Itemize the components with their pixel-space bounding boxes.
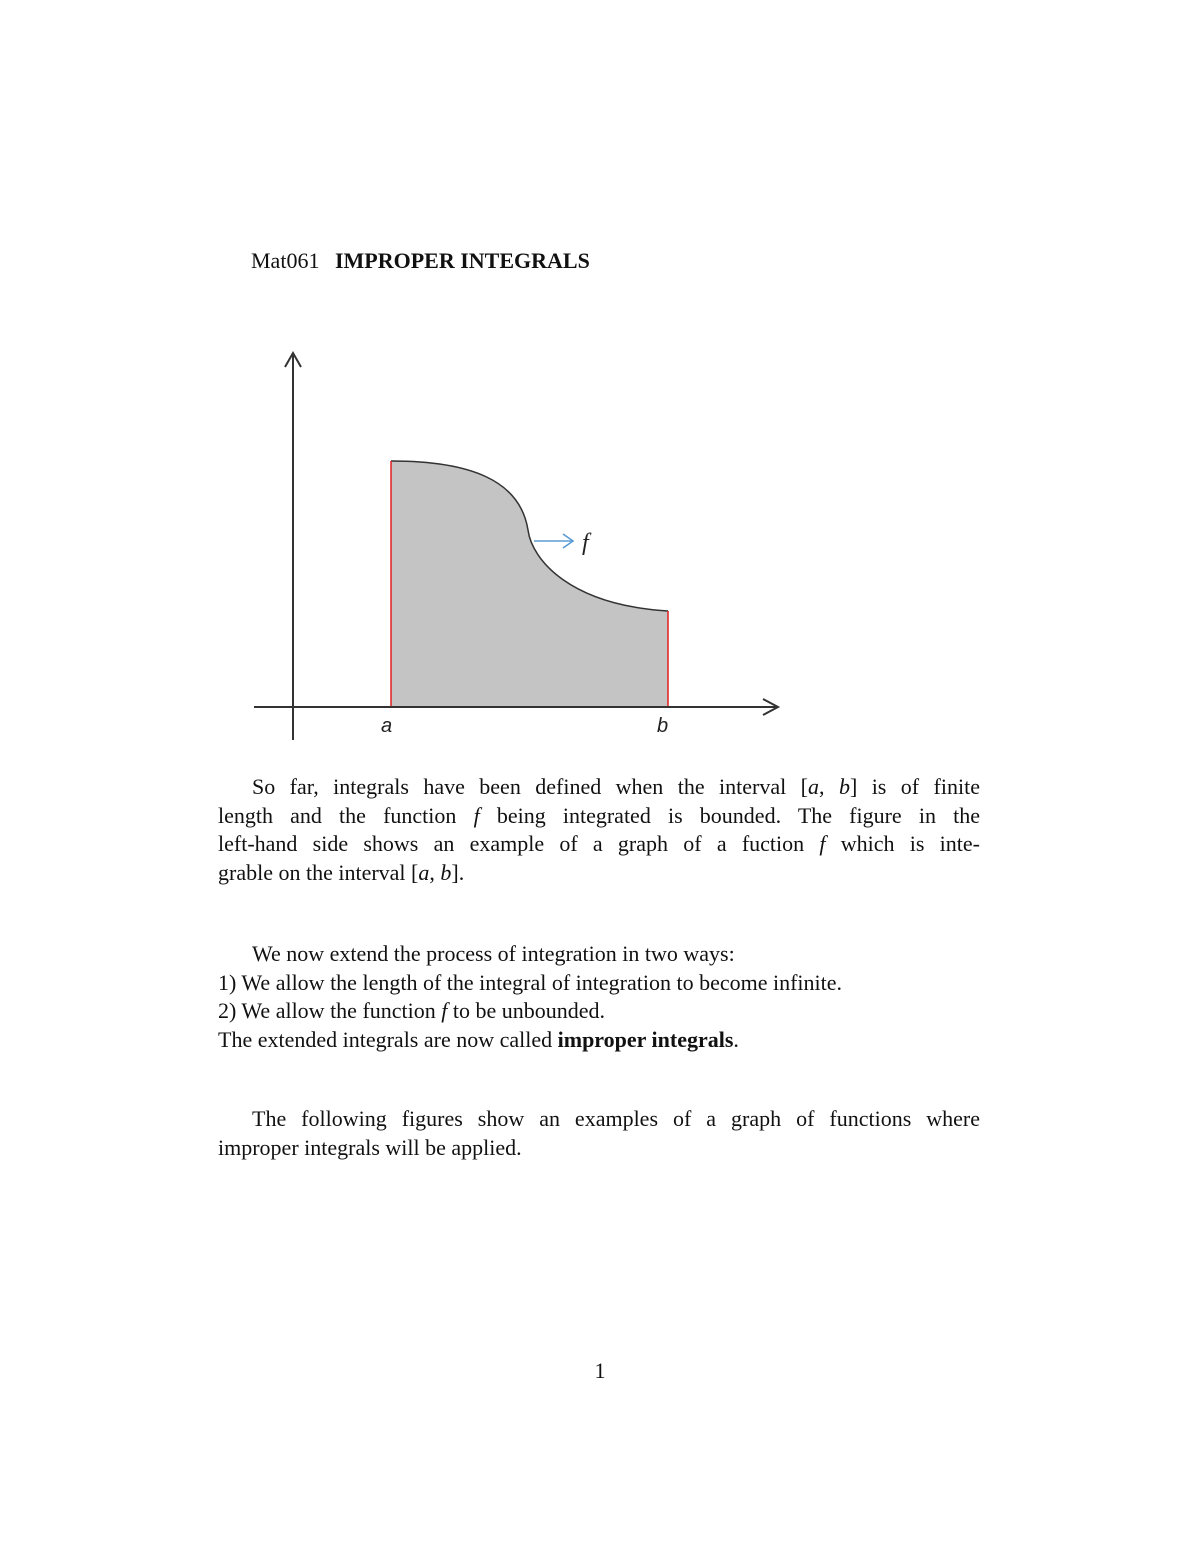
integral-figure — [0, 0, 1200, 760]
paragraph-3-line-1: The following figures show an examples of a graph of functions where — [252, 1106, 980, 1131]
paragraph-1-line-3: left-hand side shows an example of a graph of a fuction f which is inte- — [218, 831, 980, 856]
shaded-area — [391, 461, 668, 707]
paragraph-2-line-2: 1) We allow the length of the integral of integration to become infinite. — [218, 969, 843, 995]
label-b: b — [657, 715, 669, 737]
paragraph-3 — [218, 1105, 980, 1162]
paragraph-1-line-4: grable on the interval [a, b]. — [218, 859, 465, 885]
label-f: f — [582, 530, 589, 556]
paragraph-2-line-1: We now extend the process of integration in two ways: — [252, 941, 735, 966]
paragraph-3-line-2: improper integrals will be applied. — [218, 1134, 522, 1160]
paragraph-1-line-2: length and the function f being integrated is bounded. The figure in the — [218, 802, 980, 828]
paragraph-2 — [218, 940, 980, 1054]
course-code: Mat061 — [251, 248, 320, 273]
label-a: a — [381, 715, 393, 737]
improper-integrals-term: improper integrals — [557, 1026, 734, 1052]
paragraph-1-line-1: So far, integrals have been defined when the interval [a, b] is of finite — [252, 774, 980, 799]
paragraph-2-line-4: The extended integrals are now called improper integrals. — [218, 1026, 739, 1052]
paragraph-1 — [218, 773, 980, 887]
paragraph-2-line-3: 2) We allow the function f to be unbounded. — [218, 998, 606, 1023]
page-title: IMPROPER INTEGRALS — [334, 248, 590, 273]
page-number: 1 — [594, 1358, 606, 1383]
